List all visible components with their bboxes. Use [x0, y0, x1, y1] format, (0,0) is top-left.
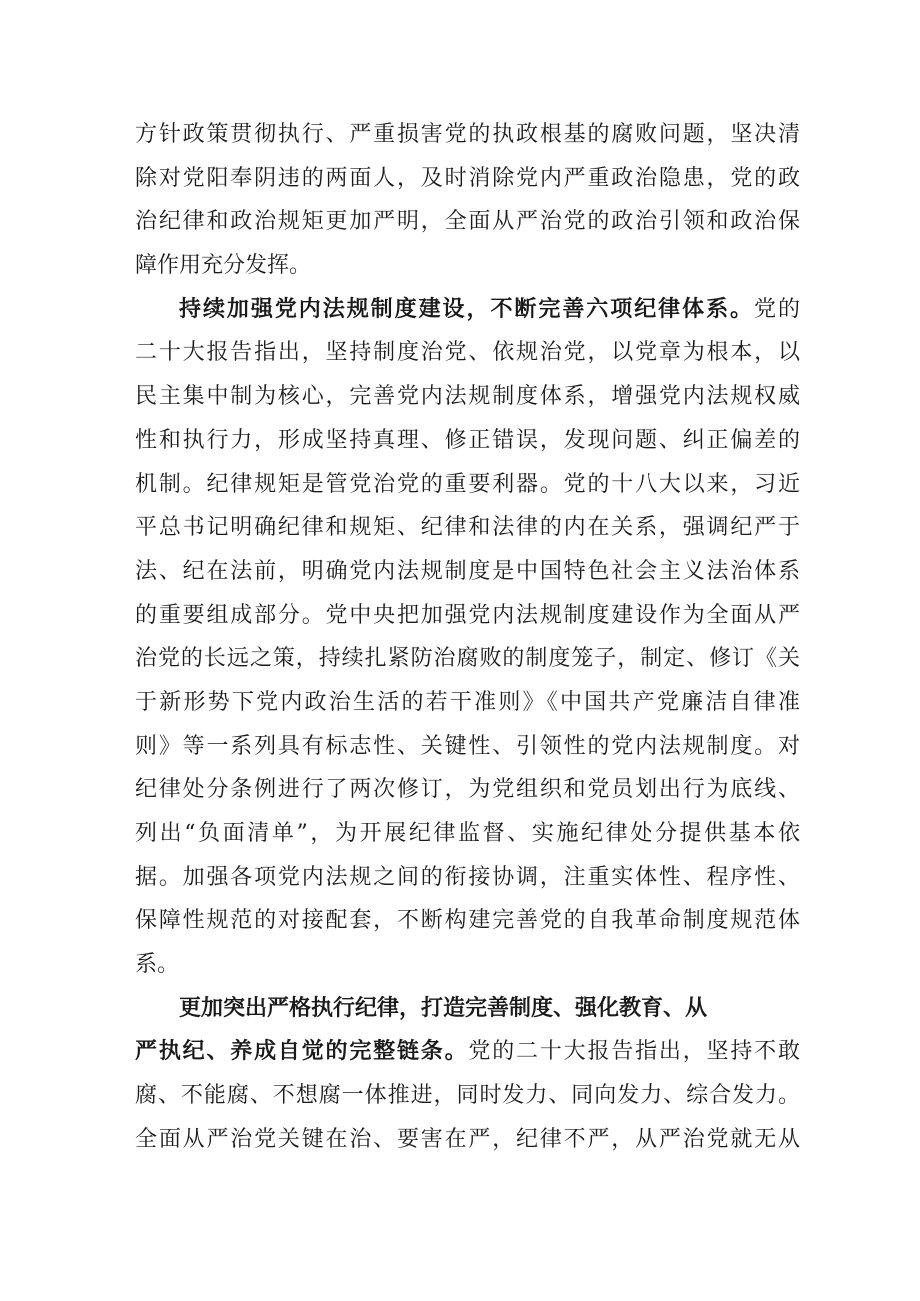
- paragraph-line: 全面从严治党关键在治、要害在严，纪律不严，从严治党就无从: [135, 1126, 800, 1152]
- paragraph-line: 民主集中制为核心，完善党内法规制度体系，增强党内法规权威: [135, 384, 800, 410]
- paragraph-line: 保障性规范的对接配套，不断构建完善党的自我革命制度规范体: [135, 908, 800, 934]
- paragraph-line-heading: [135, 987, 800, 1031]
- paragraph-line: 据。加强各项党内法规之间的衔接协调，注重实体性、程序性、: [135, 864, 800, 890]
- paragraph-line: 性和执行力，形成坚持真理、修正错误，发现问题、纠正偏差的: [135, 427, 800, 453]
- paragraph-line: 法、纪在法前，明确党内法规制度是中国特色社会主义法治体系: [135, 558, 800, 584]
- paragraph-line-heading: [135, 1030, 800, 1074]
- paragraph-line: 则》等一系列具有标志性、关键性、引领性的党内法规制度。对: [135, 733, 800, 759]
- document-body: [135, 113, 800, 1162]
- paragraph-line: 方针政策贯彻执行、严重损害党的执政根基的腐败问题，坚决清: [135, 122, 800, 147]
- paragraph-line-heading: [135, 288, 800, 332]
- paragraph-line: 治纪律和政治规矩更加严明，全面从严治党的政治引领和政治保: [135, 209, 800, 235]
- paragraph-line: 纪律处分条例进行了两次修订，为党组织和党员划出行为底线、: [135, 777, 800, 803]
- paragraph-text: 党的: [754, 296, 800, 322]
- paragraph-line: 机制。纪律规矩是管党治党的重要利器。党的十八大以来，习近: [135, 471, 800, 497]
- paragraph-line: 平总书记明确纪律和规矩、纪律和法律的内在关系，强调纪严于: [135, 515, 800, 541]
- paragraph-line: 的重要组成部分。党中央把加强党内法规制度建设作为全面从严: [135, 602, 800, 628]
- section-heading: 严执纪、养成自觉的完整链条。: [135, 1038, 469, 1065]
- paragraph-line: 除对党阳奉阴违的两面人，及时消除党内严重政治隐患，党的政: [135, 165, 800, 191]
- paragraph-line: 于新形势下党内政治生活的若干准则》《中国共产党廉洁自律准: [135, 689, 800, 715]
- paragraph-line: 腐、不能腐、不想腐一体推进，同时发力、同向发力、综合发力。: [135, 1083, 800, 1109]
- section-heading: 持续加强党内法规制度建设，不断完善六项纪律体系。: [179, 295, 755, 322]
- paragraph-line: 列出“负面清单”，为开展纪律监督、实施纪律处分提供基本依: [135, 821, 800, 846]
- paragraph-line: 系。: [135, 952, 180, 978]
- paragraph-line: 障作用充分发挥。: [135, 253, 312, 279]
- section-heading: 更加突出严格执行纪律，打造完善制度、强化教育、从: [179, 994, 708, 1021]
- paragraph-line: 二十大报告指出，坚持制度治党、依规治党，以党章为根本，以: [135, 340, 800, 366]
- paragraph-line: 治党的长远之策，持续扎紧防治腐败的制度笼子，制定、修订《关: [135, 646, 800, 672]
- paragraph-text: 党的二十大报告指出，坚持不敢: [468, 1039, 800, 1065]
